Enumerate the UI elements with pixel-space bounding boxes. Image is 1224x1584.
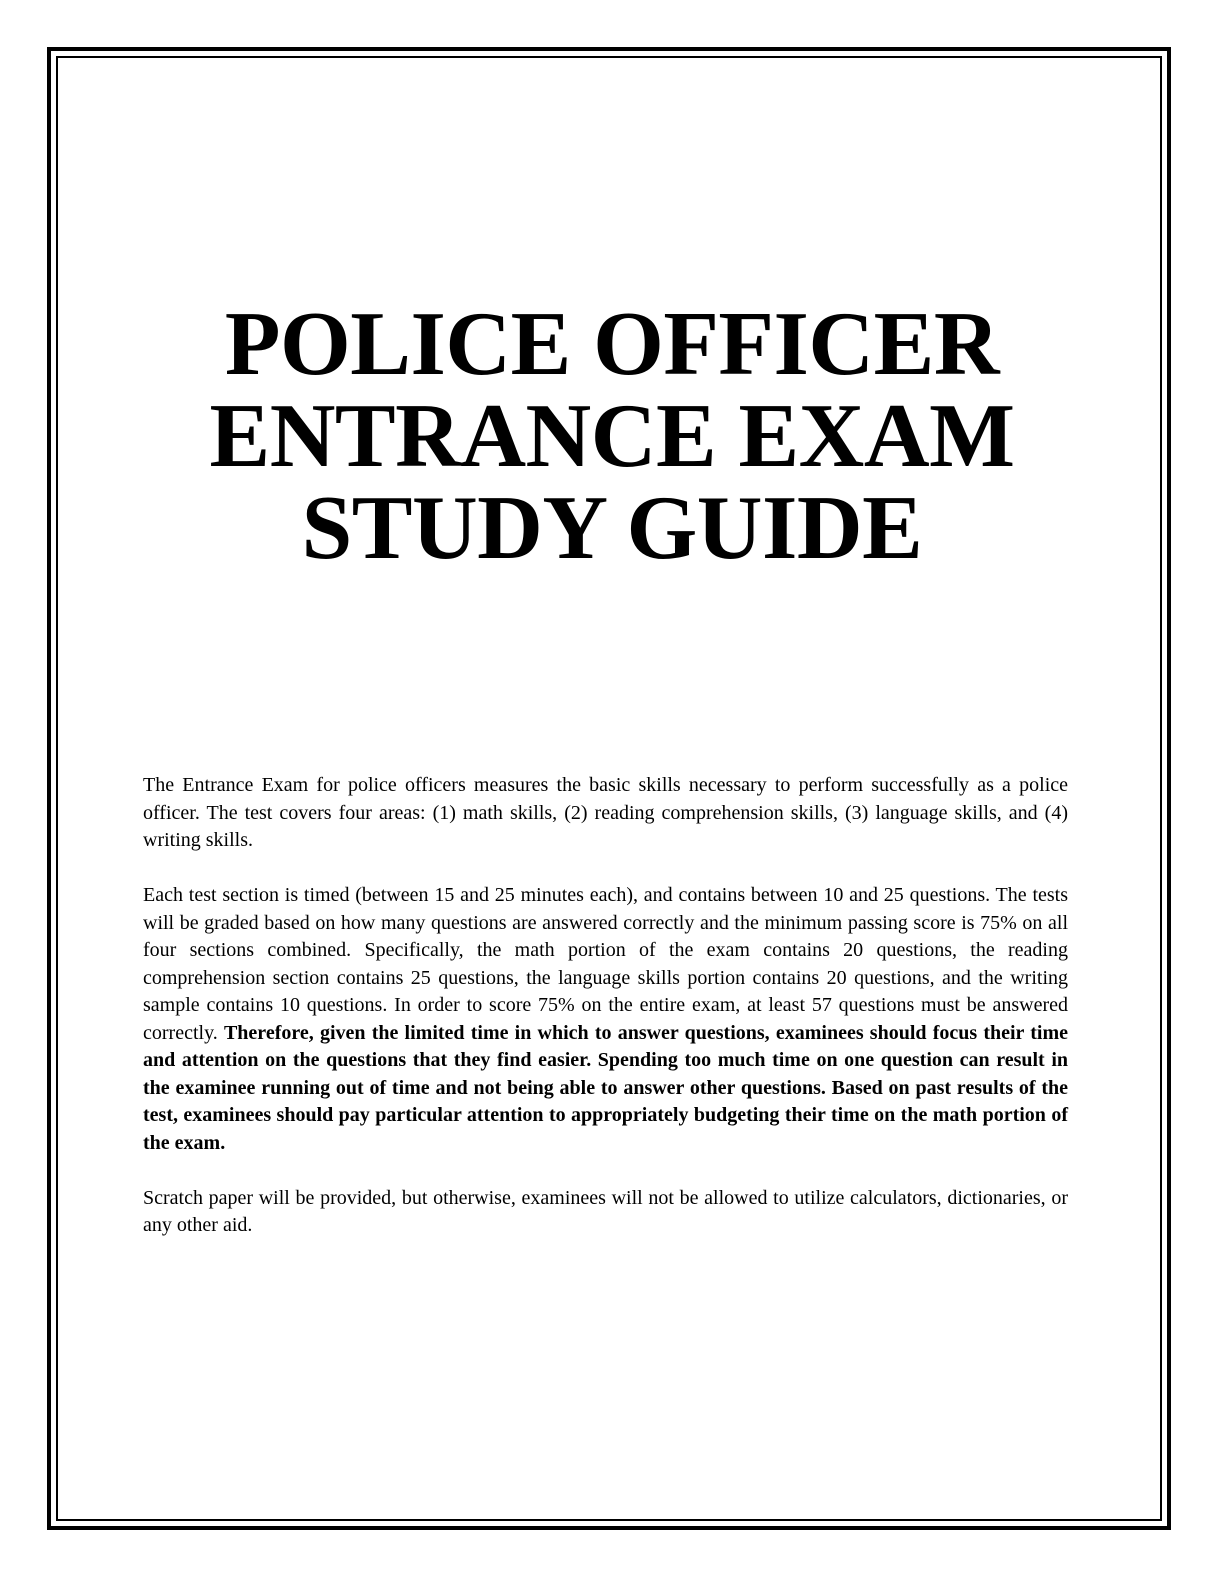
body-text bbox=[143, 772, 1068, 1267]
document-title bbox=[60, 293, 1164, 578]
title-line-1: POLICE OFFICER bbox=[224, 293, 1000, 394]
title-line-2: ENTRANCE EXAM bbox=[209, 385, 1015, 486]
paragraph-exam-format-emphasis: Therefore, given the limited time in which to answer questions, examinees should focus their time and attention on the questions that they find easier. Spending too much time on one question can result in the examinee running out of time and not being able to answer other questions. Based on past results of the test, examinees should pay particular attention to appropriately budgeting their time on the math portion of the exam. bbox=[143, 1021, 1069, 1154]
paragraph-exam-overview: The Entrance Exam for police officers measures the basic skills necessary to perform successfully as a police officer. The test covers four areas: (1) math skills, (2) reading comprehension skills, (3) language skills, and (4) writing skills. bbox=[143, 774, 1068, 851]
paragraph-exam-format-text: Each test section is timed (between 15 and 25 minutes each), and contains between 10 and 25 questions. The tests will be graded based on how many questions are answered correctly and the minimum passing score is 75% on all four sections combined. Specifically, the math portion of the exam contains 20 questions, the reading comprehension section contains 25 questions, the language skills portion contains 20 questions, and the writing sample contains 10 questions. In order to score 75% on the entire exam, at least 57 questions must be answered correctly. bbox=[143, 884, 1068, 1044]
paragraph-allowed-aids: Scratch paper will be provided, but otherwise, examinees will not be allowed to utilize calculators, dictionaries, or any other aid. bbox=[143, 1186, 1068, 1236]
paragraph-exam-format bbox=[143, 882, 1068, 1157]
title-line-3: STUDY GUIDE bbox=[301, 477, 923, 578]
